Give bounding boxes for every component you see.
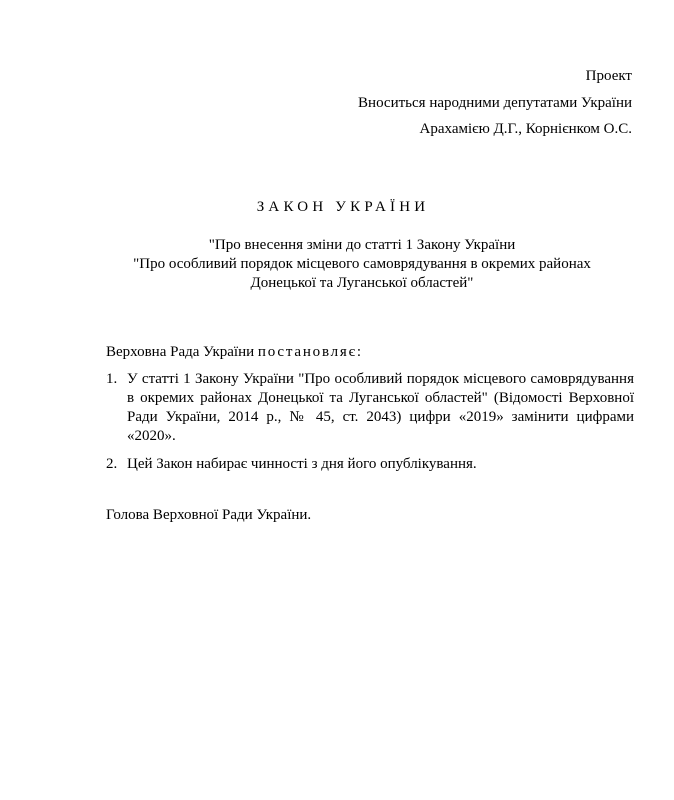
signature-line: Голова Верховної Ради України. [106,507,312,523]
law-title: ЗАКОН УКРАЇНИ [256,199,430,215]
item-text: Цей Закон набирає чинності з дня його опублікування. [127,456,477,472]
subtitle-line-1: "Про внесення зміни до статті 1 Закону України [208,237,516,253]
subtitle-line-2: "Про особливий порядок місцевого самоврядування в окремих районах [133,256,591,272]
list-item [106,370,634,446]
submitted-by-line: Вноситься народними депутатами України [358,94,632,111]
preamble-decrees: постановляє: [257,344,363,360]
preamble-prefix: Верховна Рада України [106,344,255,360]
preamble [106,344,363,361]
list-item [106,455,634,474]
item-number: 2. [106,456,118,472]
document-header [358,63,632,143]
subtitle-line-3: Донецької та Луганської областей" [250,275,474,291]
articles-list [106,370,634,474]
law-subtitle [90,236,634,293]
item-number: 1. [106,371,118,387]
item-text: У статті 1 Закону України "Про особливий порядок місцевого самоврядування в окремих районах Донецької та Луганської областей" (Відомості Верховної Ради України, 2014 р., № 45, ст. 2043) цифри «2019» замінити цифрами «2020». [127,371,634,444]
project-label: Проект [585,68,632,84]
authors-line: Арахамією Д.Г., Корнієнком О.С. [419,121,632,137]
